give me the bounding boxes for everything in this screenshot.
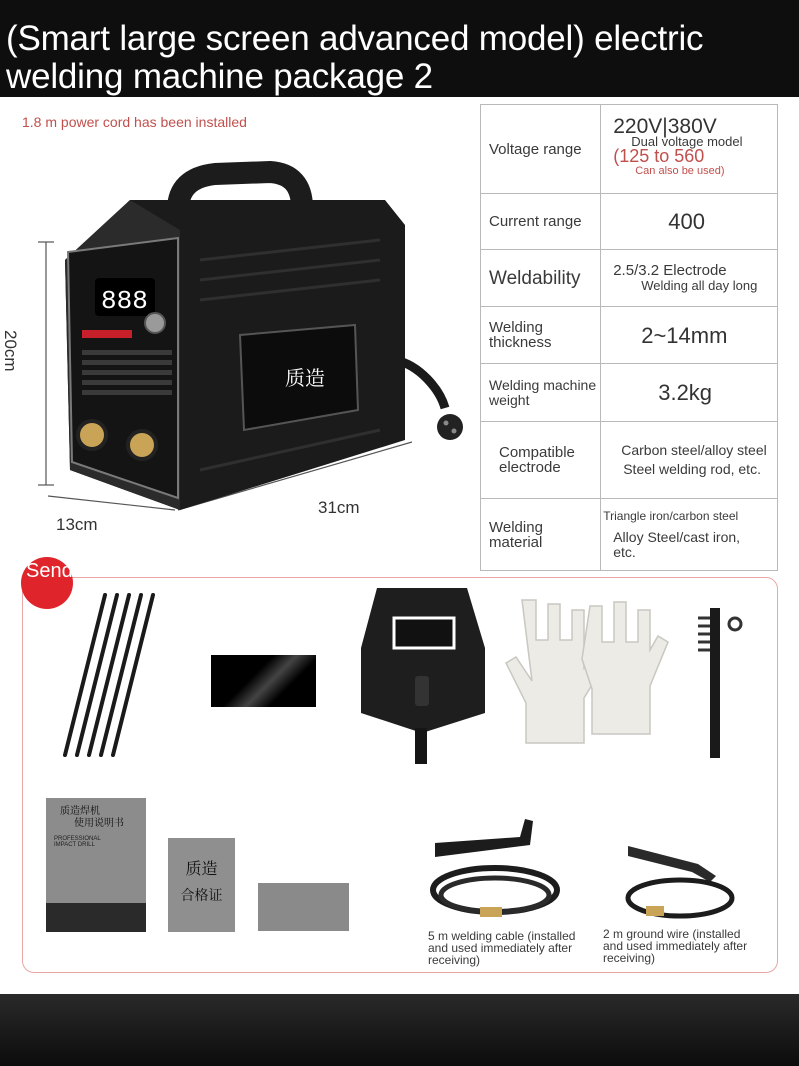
- welding-cable-image: [425, 815, 575, 925]
- brand-mark: 质造: [285, 366, 325, 390]
- dark-lens-image: [211, 655, 316, 707]
- spec-row: [481, 105, 778, 194]
- footer-band: [0, 994, 799, 1066]
- spec-row: [481, 422, 778, 499]
- welding-machine-illustration: [0, 140, 470, 550]
- width-dimension: 31cm: [318, 498, 360, 517]
- height-dimension: 20cm: [1, 330, 20, 372]
- spec-row: [481, 307, 778, 364]
- spec-key: Voltage range: [481, 105, 601, 194]
- display-digits: 888: [101, 286, 148, 316]
- spec-row: [481, 364, 778, 422]
- welding-rods-image: [60, 590, 170, 760]
- spec-key: Weldability: [481, 250, 601, 307]
- certificate-image: [168, 838, 235, 932]
- spec-key: Compatible electrode: [481, 422, 601, 499]
- welding-machine-image: [0, 140, 470, 550]
- spec-value: 3.2kg: [601, 364, 778, 422]
- spec-key: Current range: [481, 194, 601, 250]
- spec-value: 2.5/3.2 Electrode Welding all day long: [601, 250, 778, 307]
- spec-value: 220V|380V Dual voltage model (125 to 560 Can also be used): [601, 105, 778, 194]
- page-title: (Smart large screen advanced model) electric welding machine package 2: [6, 19, 704, 96]
- manual-line: PROFESSIONAL: [54, 836, 101, 842]
- send-badge: Send: [21, 557, 73, 609]
- welding-mask-image: [357, 588, 487, 768]
- instruction-manual-image: [46, 798, 146, 932]
- manual-subtitle: 使用说明书: [74, 818, 124, 829]
- depth-dimension: 13cm: [56, 515, 98, 534]
- spec-key: Welding material: [481, 499, 601, 571]
- manual-title: 质造焊机: [60, 806, 100, 817]
- ground-wire-image: [618, 836, 738, 928]
- spec-key: Welding machine weight: [481, 364, 601, 422]
- manual-line: IMPACT DRILL: [54, 842, 95, 848]
- spec-value: 2~14mm: [601, 307, 778, 364]
- gloves-image: [490, 596, 690, 746]
- spec-value: 400: [601, 194, 778, 250]
- spec-row: [481, 194, 778, 250]
- welding-cable-label: 5 m welding cable (installed and used immediately after receiving): [428, 929, 576, 967]
- ground-wire-label: 2 m ground wire (installed and used immediately after receiving): [603, 927, 748, 965]
- power-cord-note: 1.8 m power cord has been installed: [22, 114, 247, 130]
- spec-row: [481, 499, 778, 571]
- spec-value: Carbon steel/alloy steel Steel welding rod, etc.: [601, 422, 778, 499]
- certificate-title: 合格证: [180, 887, 223, 903]
- grey-card-image: [258, 883, 349, 931]
- wire-brush-image: [690, 604, 750, 764]
- spec-row: [481, 250, 778, 307]
- spec-table: [480, 104, 778, 571]
- certificate-brand: 质造: [185, 861, 218, 878]
- spec-value: Triangle iron/carbon steel Alloy Steel/cast iron, etc.: [601, 499, 778, 571]
- spec-key: Welding thickness: [481, 307, 601, 364]
